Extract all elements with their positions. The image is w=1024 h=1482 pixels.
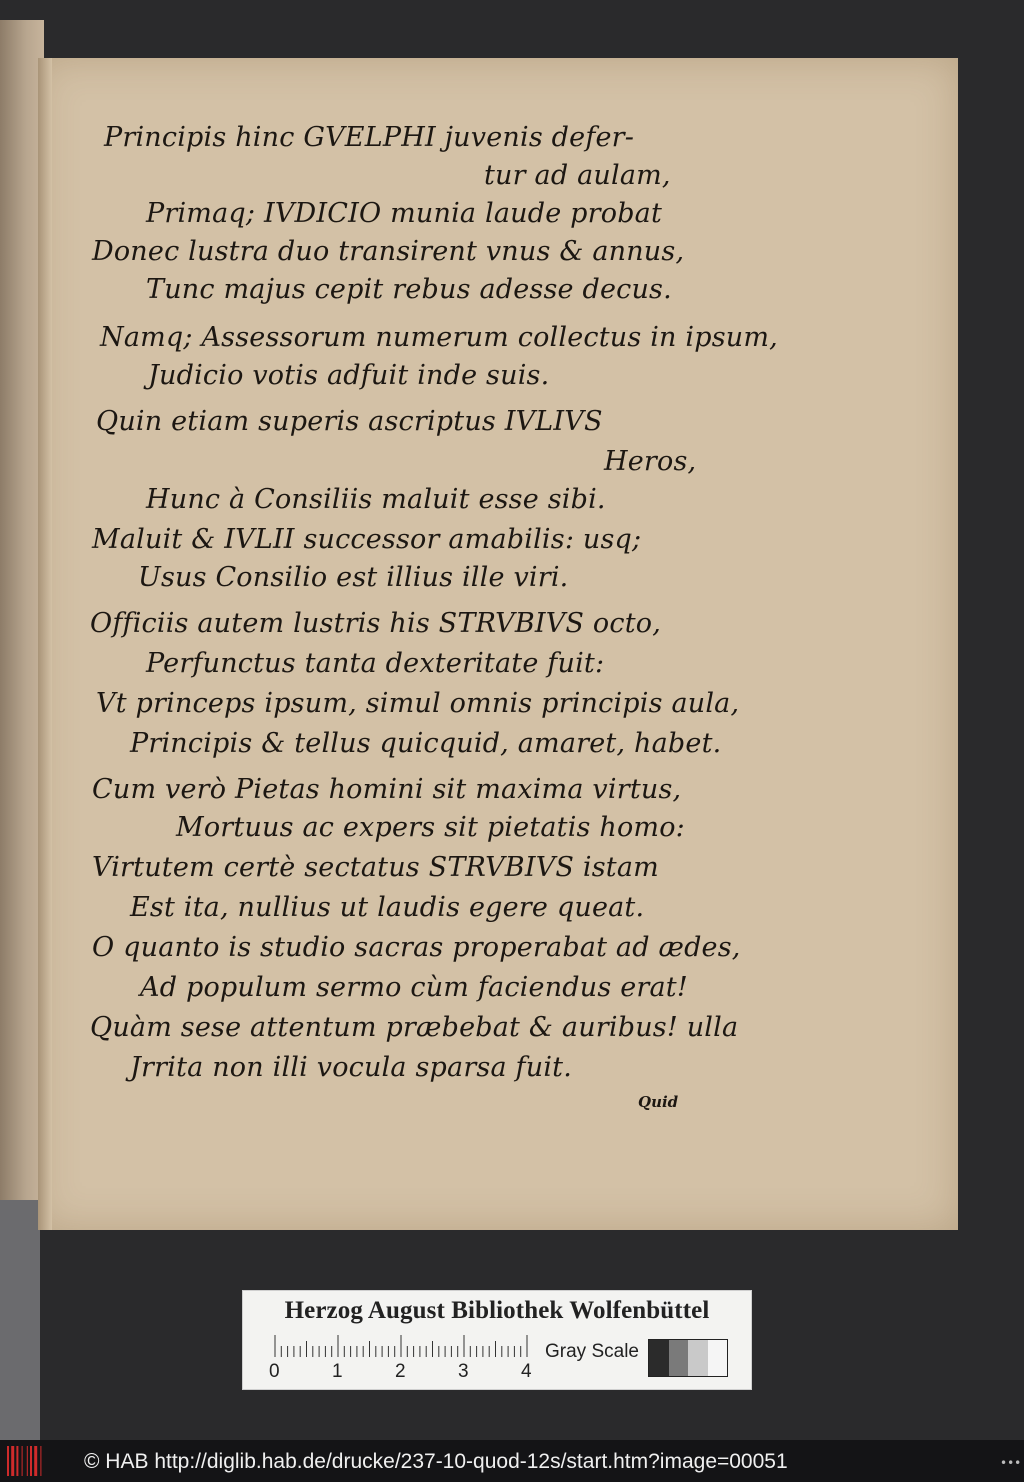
gray-swatch <box>688 1340 708 1376</box>
footer-copyright-url[interactable]: © HAB http://diglib.hab.de/drucke/237-10-quod-12s/start.htm?image=00051 <box>84 1450 788 1473</box>
text-line: Mortuus ac expers sit pietatis homo: <box>176 812 685 843</box>
gray-scale-swatches <box>648 1339 728 1377</box>
gray-scale-label: Gray Scale <box>545 1341 639 1362</box>
gray-swatch <box>649 1340 669 1376</box>
text-line: Ad populum sermo cùm faciendus erat! <box>140 972 688 1003</box>
text-line: Virtutem certè sectatus STRVBIVS istam <box>92 852 659 883</box>
ruler-number: 3 <box>458 1361 469 1382</box>
text-line: Hunc à Consiliis maluit esse sibi. <box>146 484 606 515</box>
text-line: Tunc majus cepit rebus adesse decus. <box>146 274 672 305</box>
text-line: Maluit & IVLII successor amabilis: usq; <box>92 524 642 555</box>
text-line: Usus Consilio est illius ille viri. <box>138 562 569 593</box>
barcode-bar <box>16 1446 18 1476</box>
library-name: Herzog August Bibliothek Wolfenbüttel <box>284 1297 710 1324</box>
text-line: Judicio votis adfuit inde suis. <box>148 360 550 391</box>
barcode-bar <box>40 1446 41 1476</box>
barcode-bar <box>27 1446 28 1476</box>
barcode-bar <box>7 1446 9 1476</box>
text-line: Cum verò Pietas homini sit maxima virtus, <box>92 774 682 805</box>
text-line: Donec lustra duo transirent vnus & annus, <box>92 236 685 267</box>
text-line: Perfunctus tanta dexteritate fuit: <box>146 648 605 679</box>
text-line: Vt princeps ipsum, simul omnis principis aula, <box>96 688 740 719</box>
ruler-number: 0 <box>269 1361 280 1382</box>
text-line: O quanto is studio sacras properabat ad ædes, <box>92 932 741 963</box>
text-line: Primaq; IVDICIO munia laude probat <box>146 198 663 229</box>
ruler-ticks <box>273 1335 529 1357</box>
page-gutter <box>38 58 52 1230</box>
gray-swatch <box>708 1340 728 1376</box>
ruler-tick-marks <box>273 1335 529 1357</box>
text-line: Est ita, nullius ut laudis egere queat. <box>130 892 645 923</box>
barcode-bar <box>34 1446 37 1476</box>
more-options-icon[interactable]: ••• <box>1000 1456 1022 1470</box>
barcode-bar <box>11 1446 14 1476</box>
text-line: Principis hinc GVELPHI juvenis defer- <box>104 122 635 153</box>
text-line: Heros, <box>604 446 697 477</box>
text-line: Quin etiam superis ascriptus IVLIVS <box>96 406 603 437</box>
catchword: Quid <box>638 1093 679 1111</box>
ruler-number: 4 <box>521 1361 532 1382</box>
ruler-number: 1 <box>332 1361 343 1382</box>
barcode-bar <box>22 1446 23 1476</box>
text-line: Principis & tellus quicquid, amaret, habet. <box>130 728 722 759</box>
text-line: Quàm sese attentum præbebat & auribus! ulla <box>90 1012 739 1043</box>
barcode-icon <box>6 1444 46 1478</box>
text-line: Namq; Assessorum numerum collectus in ipsum, <box>100 322 778 353</box>
ruler-number: 2 <box>395 1361 406 1382</box>
text-line: Jrrita non illi vocula sparsa fuit. <box>130 1052 573 1083</box>
text-line: tur ad aulam, <box>484 160 671 191</box>
scale-ruler-card <box>242 1290 752 1390</box>
gray-swatch <box>669 1340 689 1376</box>
binding-edge <box>0 1200 40 1440</box>
barcode-bar <box>30 1446 32 1476</box>
text-line: Officiis autem lustris his STRVBIVS octo, <box>90 608 661 639</box>
